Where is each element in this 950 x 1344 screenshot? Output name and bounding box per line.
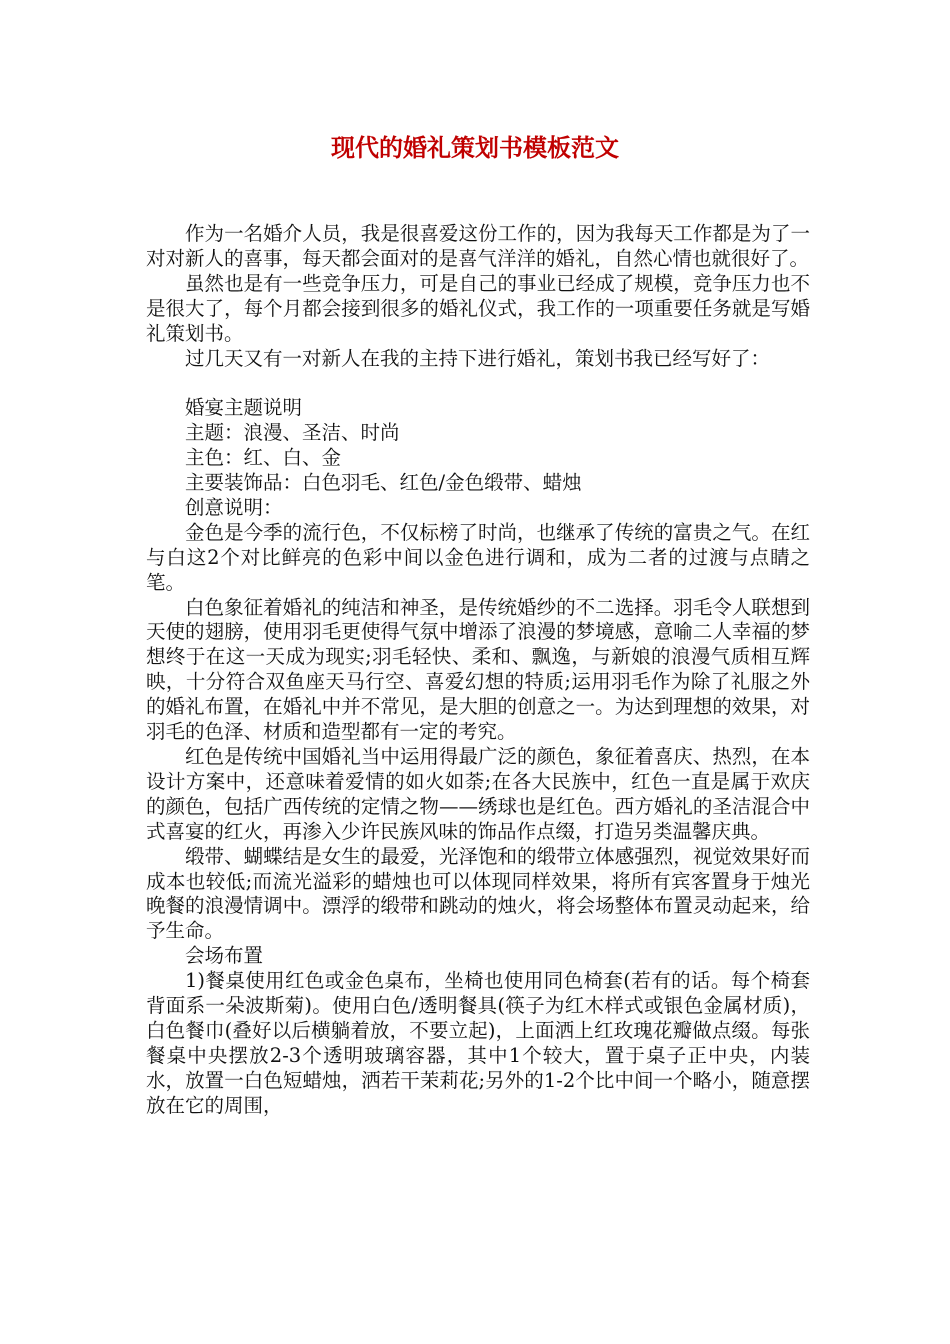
paragraph: 白色象征着婚礼的纯洁和神圣，是传统婚纱的不二选择。羽毛令人联想到天使的翅膀，使用羽毛更使得气氛中增添了浪漫的梦境感，意喻二人幸福的梦想终于在这一天成为现实;羽毛轻快、柔和、飘逸，与新娘的浪漫气质相互辉映，十分符合双鱼座天马行空、喜爱幻想的特质;运用羽毛作为除了礼服之外的婚礼布置，在婚礼中并不常见，是大胆的创意之一。为达到理想的效果，对羽毛的色泽、材质和造型都有一定的考究。 xyxy=(146,595,810,744)
paragraph: 缎带、蝴蝶结是女生的最爱，光泽饱和的缎带立体感强烈，视觉效果好而成本也较低;而流光溢彩的蜡烛也可以体现同样效果，将所有宾客置身于烛光晚餐的浪漫情调中。漂浮的缎带和跳动的烛火，将会场整体布置灵动起来，给予生命。 xyxy=(146,844,810,943)
list-line: 主要装饰品：白色羽毛、红色/金色缎带、蜡烛 xyxy=(185,471,582,495)
document-title: 现代的婚礼策划书模板范文 xyxy=(331,134,619,162)
list-line: 主色：红、白、金 xyxy=(185,446,342,470)
blank-line xyxy=(146,371,810,396)
paragraph: 过几天又有一对新人在我的主持下进行婚礼，策划书我已经写好了： xyxy=(185,346,771,370)
section-heading: 婚宴主题说明 xyxy=(185,396,303,420)
list-line: 创意说明： xyxy=(185,495,283,519)
list-line: 主题：浪漫、圣洁、时尚 xyxy=(185,421,400,445)
section-heading: 会场布置 xyxy=(185,944,264,968)
paragraph: 作为一名婚介人员，我是很喜爱这份工作的，因为我每天工作都是为了一对对新人的喜事，每天都会面对的是喜气洋洋的婚礼，自然心情也就很好了。 xyxy=(146,222,810,270)
paragraph: 虽然也是有一些竞争压力，可是自己的事业已经成了规模，竞争压力也不是很大了，每个月都会接到很多的婚礼仪式，我工作的一项重要任务就是写婚礼策划书。 xyxy=(146,271,810,345)
document-body xyxy=(146,222,810,1119)
paragraph: 金色是今季的流行色，不仅标榜了时尚，也继承了传统的富贵之气。在红与白这2个对比鲜亮的色彩中间以金色进行调和，成为二者的过渡与点睛之笔。 xyxy=(146,520,810,594)
paragraph: 1)餐桌使用红色或金色桌布，坐椅也使用同色椅套(若有的话。每个椅套背面系一朵波斯菊)。使用白色/透明餐具(筷子为红木样式或银色金属材质)，白色餐巾(叠好以后横躺着放，不要立起)，上面洒上红玫瑰花瓣做点缀。每张餐桌中央摆放2-3个透明玻璃容器，其中1个较大，置于桌子正中央，内装水，放置一白色短蜡烛，洒若干茉莉花;另外的1-2个比中间一个略小，随意摆放在它的周围， xyxy=(146,969,810,1117)
paragraph: 红色是传统中国婚礼当中运用得最广泛的颜色，象征着喜庆、热烈，在本设计方案中，还意味着爱情的如火如荼;在各大民族中，红色一直是属于欢庆的颜色，包括广西传统的定情之物——绣球也是红色。西方婚礼的圣洁混合中式喜宴的红火，再渗入少许民族风味的饰品作点缀，打造另类温馨庆典。 xyxy=(146,745,810,843)
